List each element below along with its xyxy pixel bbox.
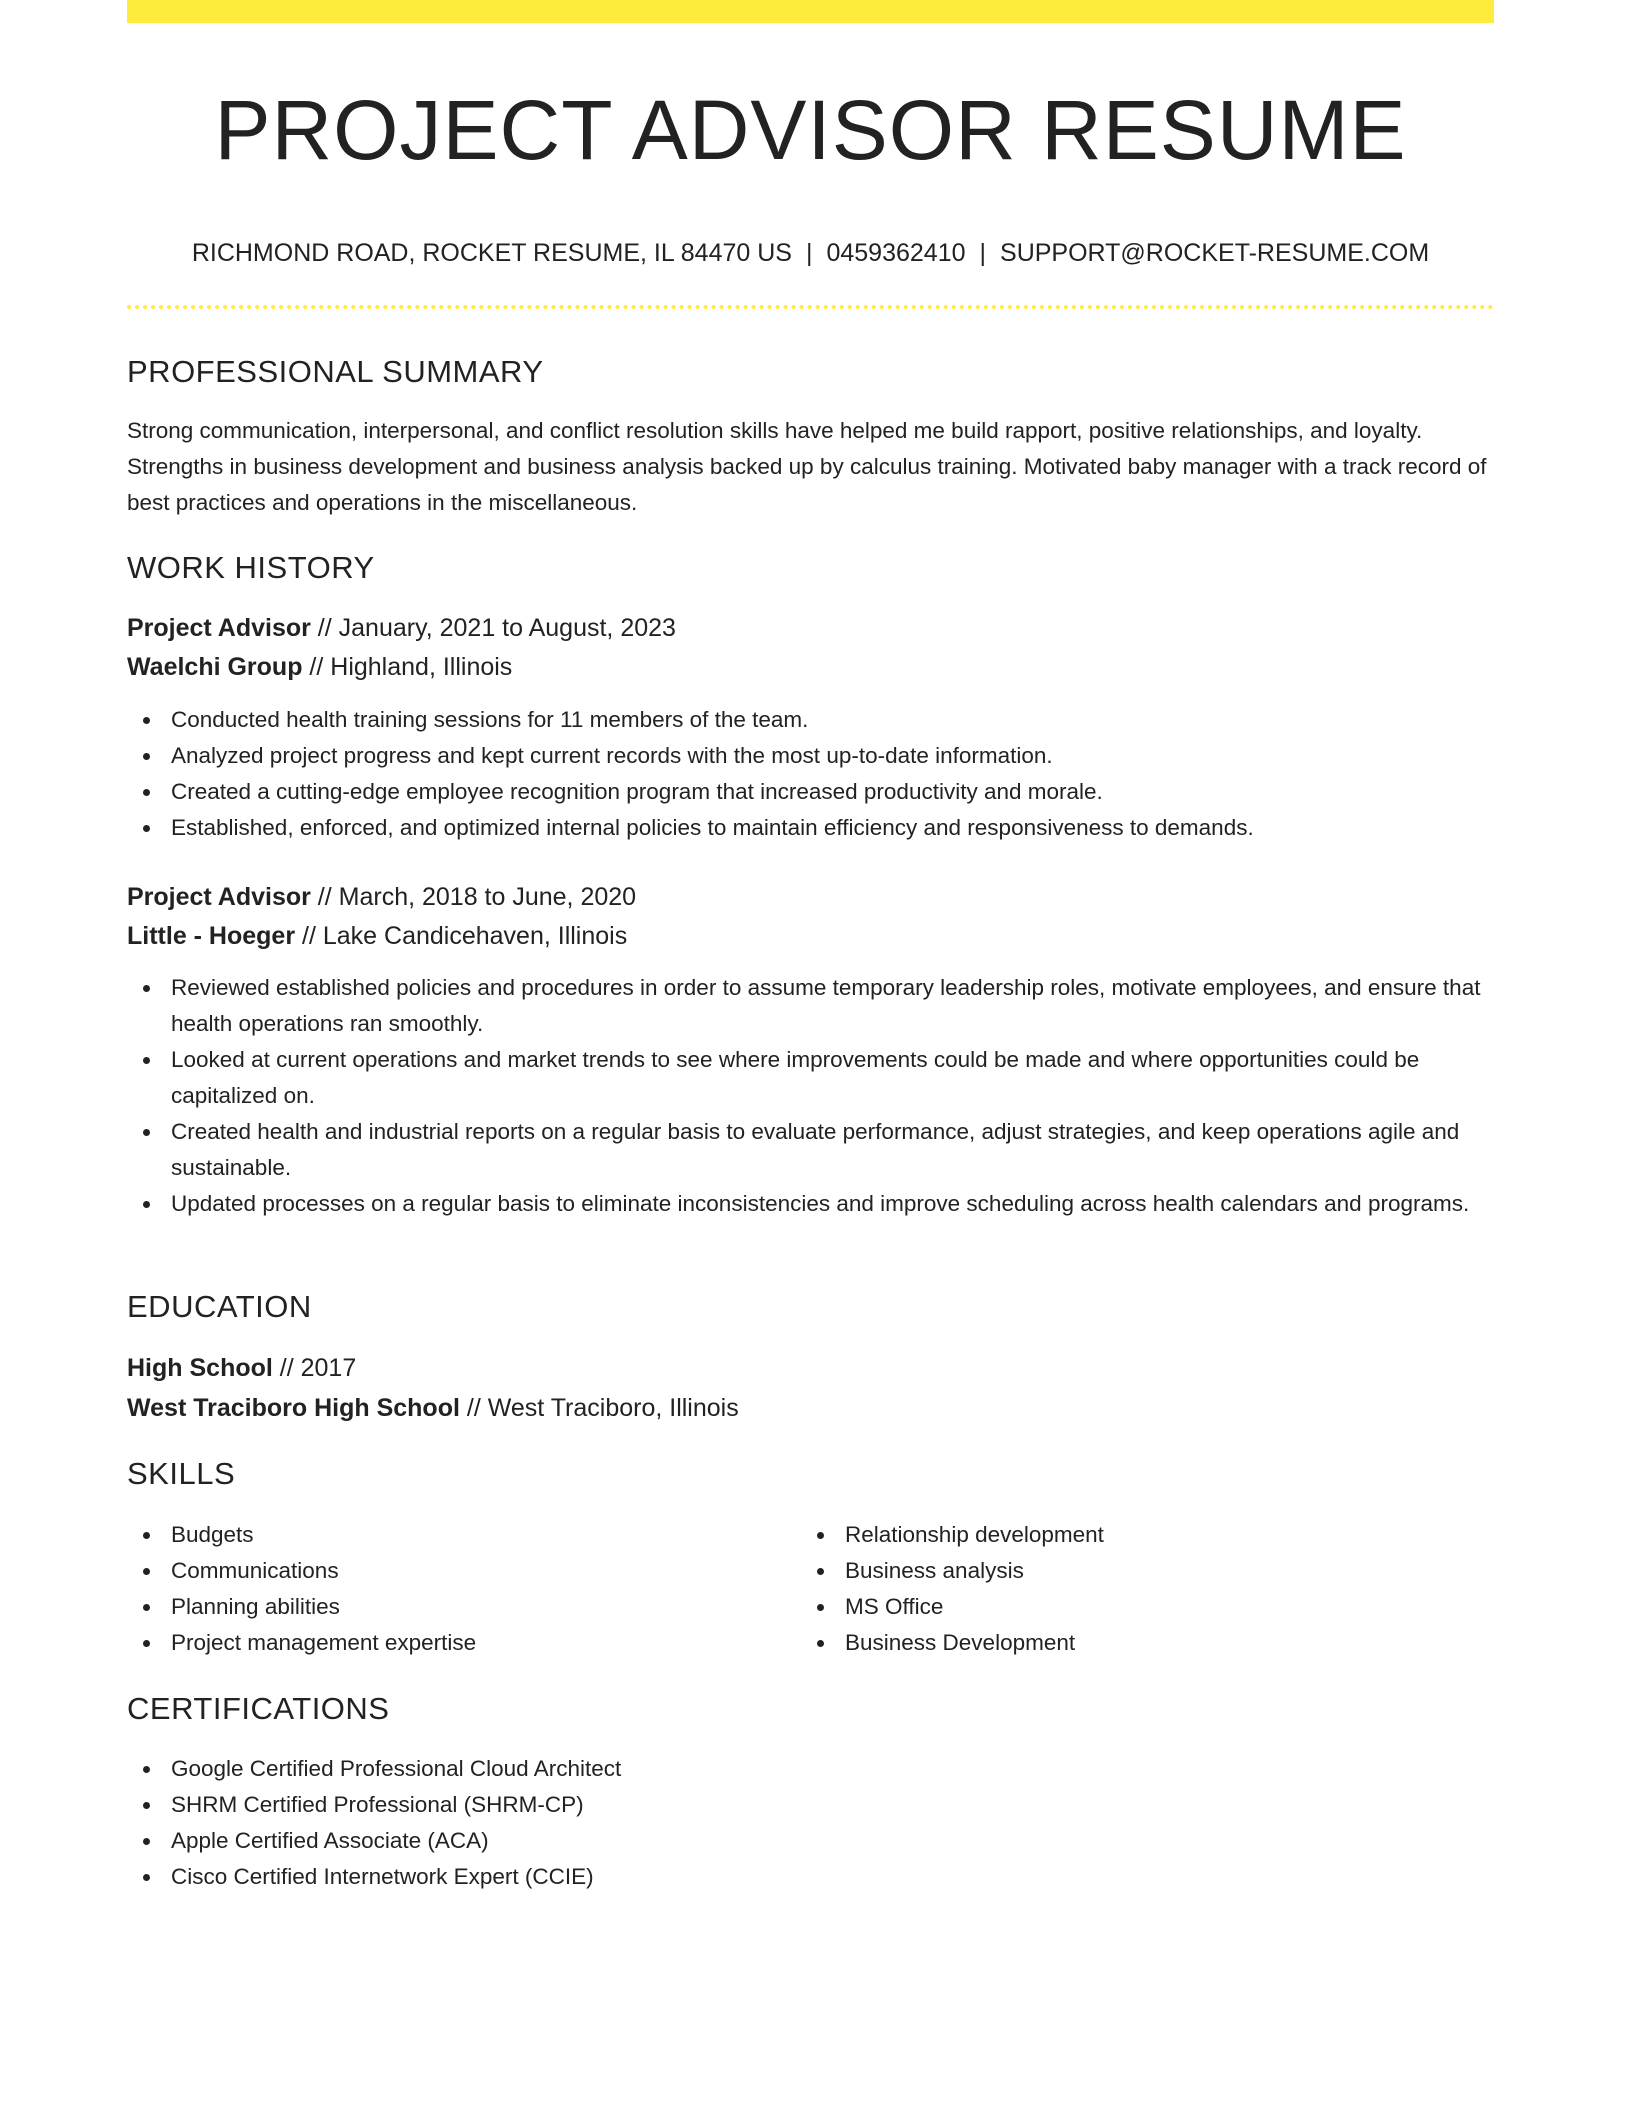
list-item: Reviewed established policies and procedures in order to assume temporary leadership roles, motivate employees, and ensure that health operations ran smoothly. — [127, 970, 1494, 1042]
job-company-line — [127, 918, 627, 954]
certification-item: Apple Certified Associate (ACA) — [127, 1823, 1494, 1859]
job-location: // Lake Candicehaven, Illinois — [295, 922, 628, 950]
education-degree-line — [127, 1350, 356, 1386]
skill-item: Communications — [127, 1553, 797, 1589]
education-location: // West Traciboro, Illinois — [459, 1394, 739, 1422]
skill-item: Project management expertise — [127, 1625, 797, 1661]
contact-phone: 0459362410 — [826, 239, 966, 267]
contact-separator: | — [979, 239, 987, 267]
skill-item: Business Development — [801, 1625, 1471, 1661]
job-title-line — [127, 879, 636, 915]
job-bullets — [127, 702, 1494, 846]
skills-list-left — [127, 1517, 797, 1661]
job-title-line — [127, 610, 676, 646]
contact-separator: | — [805, 239, 813, 267]
skills-heading: SKILLS — [127, 1456, 236, 1491]
list-item: Looked at current operations and market trends to see where improvements could be made and where opportunities could be capitalized on. — [127, 1042, 1494, 1114]
list-item: Created a cutting-edge employee recognition program that increased productivity and morale. — [127, 774, 1494, 810]
list-item: Analyzed project progress and kept current records with the most up-to-date information. — [127, 738, 1494, 774]
skill-item: Planning abilities — [127, 1589, 797, 1625]
skill-item: Relationship development — [801, 1517, 1471, 1553]
contact-email: SUPPORT@ROCKET-RESUME.COM — [1000, 239, 1430, 267]
skill-item: Business analysis — [801, 1553, 1471, 1589]
education-school-line — [127, 1390, 739, 1426]
certification-item: Google Certified Professional Cloud Architect — [127, 1751, 1494, 1787]
skill-item: MS Office — [801, 1589, 1471, 1625]
job-title: Project Advisor — [127, 614, 311, 642]
education-degree: High School — [127, 1354, 273, 1382]
top-accent-bar — [127, 0, 1494, 23]
job-dates: // January, 2021 to August, 2023 — [310, 614, 676, 642]
summary-heading: PROFESSIONAL SUMMARY — [127, 354, 544, 389]
job-bullets — [127, 970, 1494, 1222]
resume-title: PROJECT ADVISOR RESUME — [214, 83, 1407, 177]
certification-item: SHRM Certified Professional (SHRM-CP) — [127, 1787, 1494, 1823]
job-location: // Highland, Illinois — [302, 653, 513, 681]
job-dates: // March, 2018 to June, 2020 — [310, 883, 637, 911]
certification-item: Cisco Certified Internetwork Expert (CCIE) — [127, 1859, 1494, 1895]
education-heading: EDUCATION — [127, 1289, 312, 1324]
list-item: Created health and industrial reports on a regular basis to evaluate performance, adjust strategies, and keep operations agile and sustainable. — [127, 1114, 1494, 1186]
job-title: Project Advisor — [127, 883, 311, 911]
skill-item: Budgets — [127, 1517, 797, 1553]
education-year: // 2017 — [272, 1354, 357, 1382]
work-history-heading: WORK HISTORY — [127, 550, 375, 585]
job-company: Waelchi Group — [127, 653, 303, 681]
list-item: Conducted health training sessions for 11 members of the team. — [127, 702, 1494, 738]
job-company: Little - Hoeger — [127, 922, 296, 950]
education-school: West Traciboro High School — [127, 1394, 460, 1422]
certifications-list — [127, 1751, 1494, 1895]
skills-list-right — [801, 1517, 1471, 1661]
contact-line — [127, 236, 1494, 270]
certifications-heading: CERTIFICATIONS — [127, 1691, 390, 1726]
dotted-divider — [127, 305, 1494, 309]
summary-text: Strong communication, interpersonal, and conflict resolution skills have helped me build rapport, positive relationships, and loyalty. Strengths in business development and business analysis backed up by calculus training. Motivated baby manager with a track record of best practices and operations in the miscellaneous. — [127, 418, 1487, 515]
list-item: Established, enforced, and optimized internal policies to maintain efficiency and responsiveness to demands. — [127, 810, 1494, 846]
list-item: Updated processes on a regular basis to eliminate inconsistencies and improve scheduling across health calendars and programs. — [127, 1186, 1494, 1222]
job-company-line — [127, 649, 512, 685]
contact-address: RICHMOND ROAD, ROCKET RESUME, IL 84470 US — [191, 239, 792, 267]
